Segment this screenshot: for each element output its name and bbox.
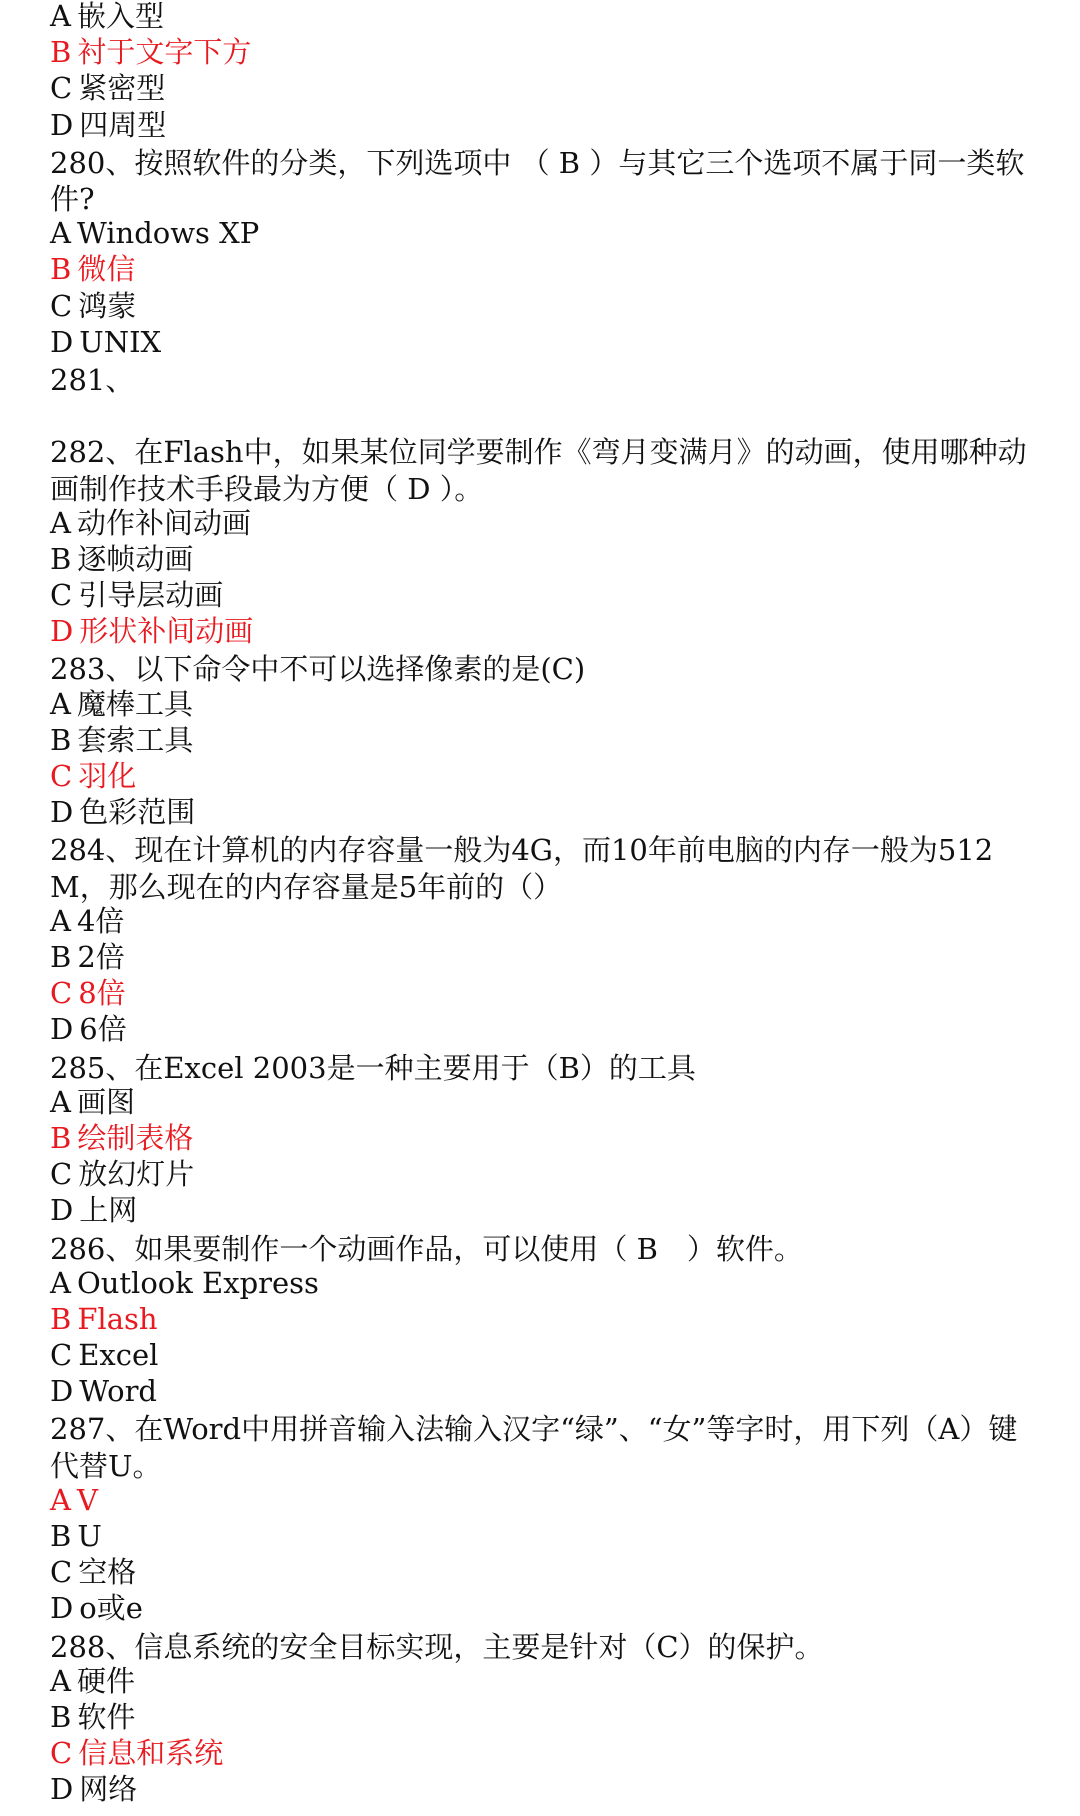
option-letter: A (50, 1265, 71, 1300)
answer-option (50, 1339, 1040, 1375)
answer-option (50, 941, 1040, 977)
answer-option (50, 1556, 1040, 1592)
option-letter: C (50, 578, 73, 613)
option-letter: D (50, 1374, 74, 1409)
option-text: 动作补间动画 (76, 505, 251, 540)
answer-option-correct (50, 1737, 1040, 1773)
answer-option-correct (50, 253, 1040, 289)
answer-option-correct (50, 977, 1040, 1013)
answer-option (50, 1520, 1040, 1556)
option-letter: D (50, 1591, 74, 1626)
option-letter: B (50, 1519, 72, 1554)
answer-option-correct (50, 1484, 1040, 1520)
option-letter: B (50, 541, 72, 576)
option-text: 网络 (79, 1772, 138, 1807)
answer-option (50, 1194, 1040, 1230)
option-letter: D (50, 324, 74, 359)
option-letter: D (50, 107, 74, 142)
answer-option (50, 1665, 1040, 1701)
option-text: 放幻灯片 (78, 1157, 195, 1192)
option-text: Excel (78, 1338, 159, 1373)
answer-option-correct (50, 36, 1040, 72)
option-text: 引导层动画 (78, 578, 224, 613)
option-letter: D (50, 1012, 74, 1047)
option-text: 6倍 (79, 1012, 127, 1047)
option-text: 逐帧动画 (77, 541, 194, 576)
option-text: 上网 (79, 1193, 138, 1228)
option-text: 2倍 (77, 940, 125, 974)
answer-option (50, 1773, 1040, 1809)
option-text: 微信 (77, 252, 136, 287)
question-text: 280、按照软件的分类，下列选项中 （ B ）与其它三个选项不属于同一类软件? (50, 145, 1025, 216)
answer-option (50, 579, 1040, 615)
option-text: U (77, 1519, 102, 1554)
answer-option (50, 217, 1040, 253)
option-text: 魔棒工具 (76, 686, 193, 721)
question-text: 284、现在计算机的内存容量一般为4G，而10年前电脑的内存一般为512M，那么现在的内存容量是5年前的（） (50, 833, 994, 904)
option-text: Word (79, 1374, 157, 1409)
option-text: Flash (77, 1301, 158, 1336)
option-letter: A (50, 1663, 71, 1698)
option-text: 鸿蒙 (78, 288, 137, 323)
answer-option-correct (50, 760, 1040, 796)
option-letter: B (50, 1301, 72, 1336)
option-text: 羽化 (78, 759, 137, 794)
option-text: 4倍 (76, 903, 125, 938)
answer-option (50, 1013, 1040, 1049)
option-letter: B (50, 1700, 72, 1735)
option-letter: D (50, 1193, 74, 1228)
option-letter: D (50, 1772, 74, 1807)
question-text: 286、如果要制作一个动画作品，可以使用（ B ）软件。 (50, 1231, 803, 1266)
answer-option (50, 543, 1040, 579)
option-letter: C (50, 1157, 73, 1192)
option-letter: C (50, 1338, 73, 1373)
blank-line (50, 398, 1040, 434)
option-letter: A (50, 216, 71, 251)
question-text: 283、以下命令中不可以选择像素的是(C) (50, 652, 586, 687)
question-text: 288、信息系统的安全目标实现，主要是针对（C）的保护。 (50, 1629, 824, 1664)
option-text: Outlook Express (76, 1265, 319, 1300)
answer-option (50, 72, 1040, 108)
option-text: 硬件 (76, 1663, 135, 1698)
answer-option (50, 109, 1040, 145)
option-letter: D (50, 614, 74, 649)
question-text: 281、 (50, 362, 135, 397)
exam-document (50, 0, 1040, 1810)
option-text: UNIX (79, 324, 162, 359)
option-text: 衬于文字下方 (77, 35, 252, 70)
option-letter: A (50, 686, 71, 721)
answer-option (50, 507, 1040, 543)
option-letter: C (50, 759, 73, 794)
answer-option-correct (50, 1122, 1040, 1158)
option-text: 8倍 (78, 976, 126, 1011)
option-text: 嵌入型 (76, 0, 164, 33)
answer-option (50, 1086, 1040, 1122)
option-letter: C (50, 1555, 73, 1590)
answer-option (50, 1701, 1040, 1737)
option-text: V (76, 1482, 98, 1517)
answer-option (50, 1267, 1040, 1303)
option-text: 画图 (76, 1084, 135, 1119)
option-text: 色彩范围 (79, 795, 196, 830)
answer-option-correct (50, 1303, 1040, 1339)
answer-option (50, 326, 1040, 362)
option-letter: A (50, 1482, 71, 1517)
answer-option (50, 1158, 1040, 1194)
option-letter: C (50, 288, 73, 323)
option-text: 空格 (78, 1555, 137, 1590)
answer-option (50, 290, 1040, 326)
option-letter: C (50, 71, 73, 106)
option-letter: B (50, 940, 72, 974)
option-text: 紧密型 (78, 71, 166, 106)
answer-option (50, 796, 1040, 832)
option-letter: C (50, 1736, 73, 1771)
answer-option (50, 1592, 1040, 1628)
option-letter: A (50, 903, 71, 938)
option-text: o或e (79, 1591, 143, 1626)
answer-option (50, 0, 1040, 36)
answer-option (50, 724, 1040, 760)
option-letter: A (50, 505, 71, 540)
option-text: 四周型 (79, 107, 167, 142)
option-letter: B (50, 35, 72, 70)
answer-option (50, 1375, 1040, 1411)
question-text: 282、在Flash中，如果某位同学要制作《弯月变满月》的动画，使用哪种动画制作技术手段最为方便（ D ）。 (50, 435, 1027, 506)
option-text: 信息和系统 (78, 1736, 224, 1771)
option-letter: C (50, 976, 73, 1011)
option-letter: D (50, 795, 74, 830)
option-letter: A (50, 1084, 71, 1119)
option-text: 绘制表格 (77, 1120, 194, 1155)
answer-option (50, 688, 1040, 724)
answer-option (50, 905, 1040, 941)
option-letter: B (50, 1120, 72, 1155)
option-letter: A (50, 0, 71, 33)
question-text: 285、在Excel 2003是一种主要用于（B）的工具 (50, 1050, 696, 1085)
option-letter: B (50, 252, 72, 287)
option-text: 形状补间动画 (79, 614, 254, 649)
option-letter: B (50, 722, 72, 757)
question-text: 287、在Word中用拼音输入法输入汉字“绿”、“女”等字时，用下列（A）键代替U。 (50, 1412, 1018, 1483)
option-text: 软件 (77, 1700, 136, 1735)
option-text: Windows XP (76, 216, 260, 251)
option-text: 套索工具 (77, 722, 194, 757)
answer-option-correct (50, 615, 1040, 651)
